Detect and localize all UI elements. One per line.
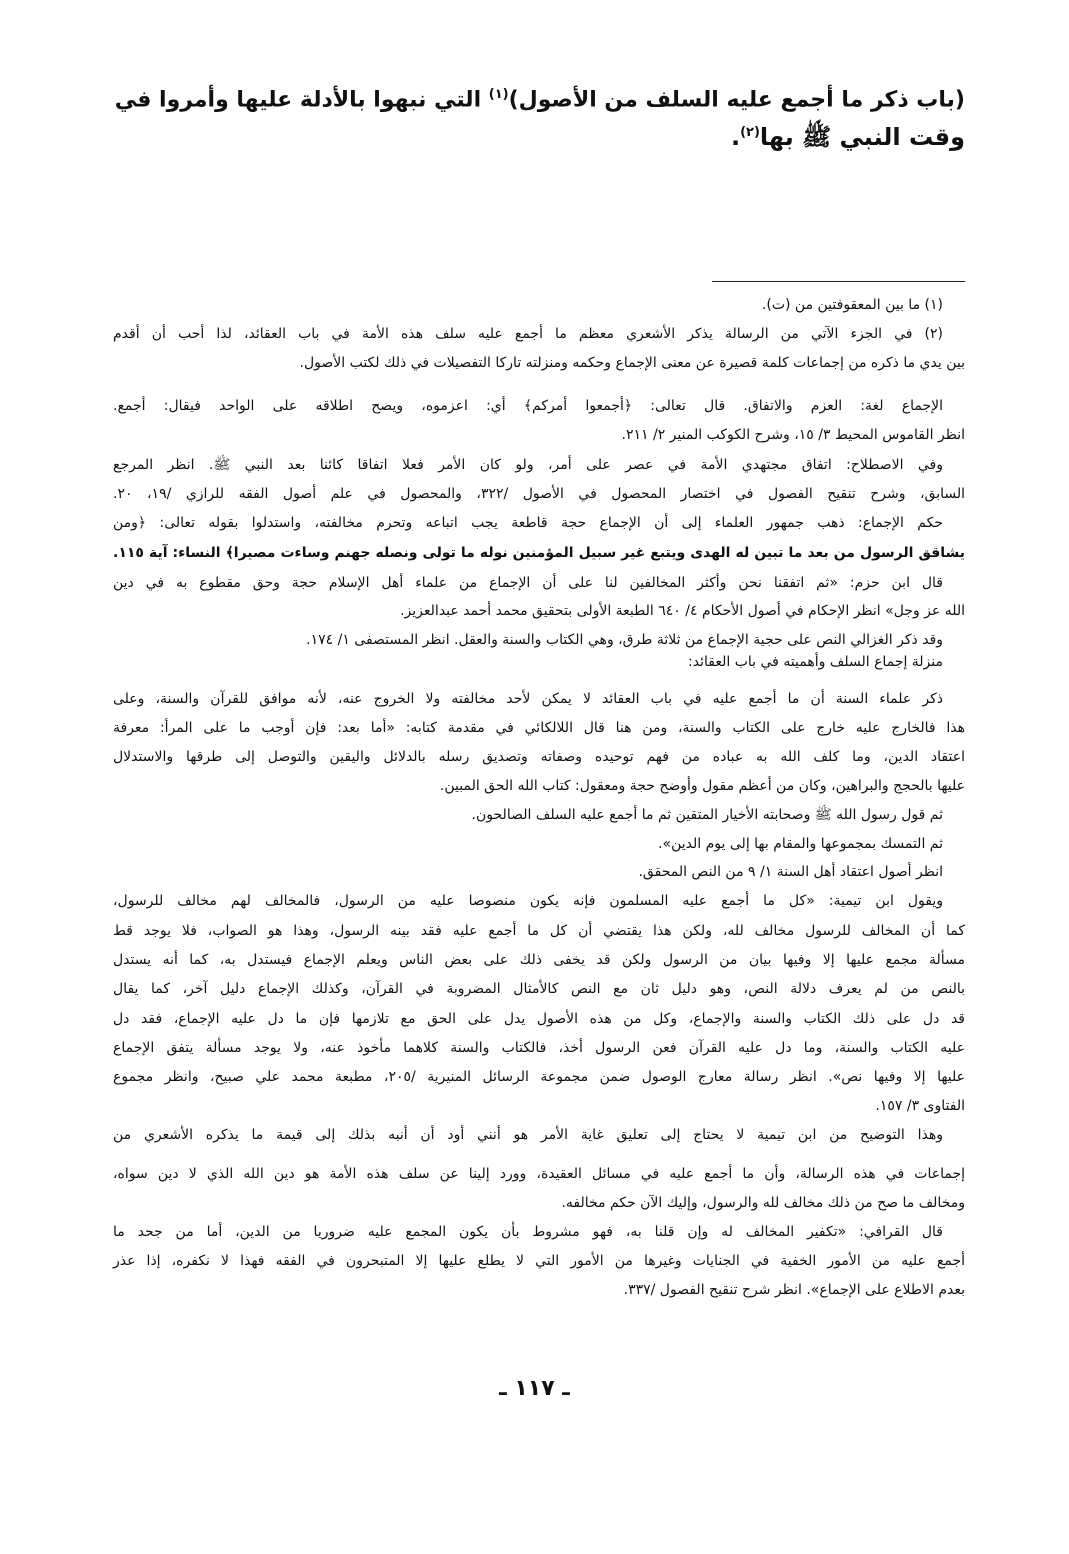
- heading-text: (باب ذكر ما أجمع عليه السلف من الأصول): [508, 87, 965, 113]
- footnote-line: عليها بالحجج والبراهين، وكان من أعظم مقول وأوضح حجة ومعقول: كتاب الله الحق المبين.: [439, 778, 965, 794]
- footnote-ref-2[interactable]: (٢): [740, 125, 760, 140]
- footnote-line: قد دل على ذلك الكتاب والسنة والإجماع، وكل من هذه الأصول يدل على الحق مع تلازمها فإن ما دل عليه الإجماع، فقد دل: [113, 1011, 965, 1027]
- page-number: ـ ١١٧ ـ: [499, 1376, 570, 1401]
- footnote-line: ثم قول رسول الله ﷺ وصحابته الأخيار المتقين ثم ما أجمع عليه السلف الصالحون.: [471, 807, 943, 823]
- footnote-line: انظر أصول اعتقاد أهل السنة ١/ ٩ من النص المحقق.: [638, 864, 943, 880]
- footnote-line: عليه الكتاب والسنة، وما دل عليه القرآن فعن الرسول أخذ، فالكتاب والسنة كلاهما مأخوذ عنه، ولا يوجد مسألة يتفق الإجماع: [113, 1040, 965, 1056]
- footnote-line: ومخالف ما صح من ذلك مخالف لله والرسول، وإليك الآن حكم مخالفه.: [561, 1195, 965, 1211]
- footnote-line: أجمع عليه من الأمور الخفية في الجنايات وغيرها من الأمور التي لا يطلع عليها إلا المتبحرون في الفقه فهذا لا نكفره، إذا عذر: [113, 1253, 965, 1269]
- footnote-line: ذكر علماء السنة أن ما أجمع عليه في باب العقائد لا يمكن لأحد مخالفته ولا الخروج عنه، لأنه موافق للقرآن والسنة، وعلى: [113, 691, 943, 707]
- chapter-heading-line-2: [115, 115, 965, 155]
- footnote-line: حكم الإجماع: ذهب جمهور العلماء إلى أن الإجماع حجة قاطعة يجب اتباعه وتحرم مخالفته، واستدلوا بقوله تعالى: ﴿ومن: [113, 515, 943, 531]
- footnote-line: مسألة مجمع عليها إلا وفيها بيان من الرسول ولكن قد يخفى ذلك على بعض الناس ويعلم الإجماع فيستدل به، كما أنه يستدل: [113, 952, 965, 968]
- footnote-line: ثم التمسك بمجموعها والمقام بها إلى يوم الدين».: [658, 836, 943, 852]
- footnote-line: الفتاوى ٣/ ١٥٧.: [875, 1098, 965, 1114]
- footnote-line: وهذا التوضيح من ابن تيمية لا يحتاج إلى تعليق غاية الأمر هو أنني أود أن أنبه بذلك إلى قيمة ما يذكره الأشعري من: [113, 1127, 943, 1143]
- heading-text-rest: التي نبهوا بالأدلة عليها وأمروا في: [114, 87, 482, 113]
- footnote-line: السابق، وشرح تنقيح الفصول في اختصار المحصول في الأصول /٣٢٢، والمحصول في علم أصول الفقه للرازي /١٩، ٢٠.: [113, 486, 966, 502]
- footnote-line: هذا فالخارج عليه خارج على الكتاب والسنة، ومن هنا قال اللالكائي في مقدمة كتابه: «أما بعد: فإن أوجب ما على المرأ: معرفة: [113, 720, 965, 736]
- footnote-line: (١) ما بين المعقوفتين من (ت).: [761, 297, 943, 313]
- footnote-line: وفي الاصطلاح: اتفاق مجتهدي الأمة في عصر على أمر، ولو كان الأمر فعلا اتفاقا كائنا بعد النبي ﷺ. انظر المرجع: [113, 457, 943, 473]
- footnote-line: الإجماع لغة: العزم والاتفاق. قال تعالى: ﴿أجمعوا أمركم﴾ أي: اعزموه، ويصح اطلاقه على الواحد فيقال: أجمع.: [113, 398, 943, 414]
- footnote-separator: [712, 281, 965, 282]
- footnote-line: الله عز وجل» انظر الإحكام في أصول الأحكام ٤/ ٦٤٠ الطبعة الأولى بتحقيق محمد أحمد عبدالعزيز.: [400, 603, 965, 619]
- footnote-line: انظر القاموس المحيط ٣/ ١٥، وشرح الكوكب المنير ٢/ ٢١١.: [621, 427, 965, 443]
- heading-text-2: وقت النبي ﷺ بها: [759, 123, 965, 151]
- footnote-line: منزلة إجماع السلف وأهميته في باب العقائد:: [688, 654, 943, 670]
- footnote-line: وقد ذكر الغزالي النص على حجية الإجماع من ثلاثة طرق، وهي الكتاب والسنة والعقل. انظر المستصفى ١/ ١٧٤.: [306, 632, 943, 648]
- footnote-line: عليها إلا وفيها نص». انظر رسالة معارج الوصول ضمن مجموعة الرسائل المنيرية /٢٠٥، مطبعة محمد علي صبيح، وانظر مجموع: [113, 1069, 966, 1085]
- footnote-line: قال القرافي: «تكفير المخالف له وإن قلنا به، فهو مشروط بأن يكون المجمع عليه ضروريا من الدين، أما من جحد ما: [113, 1224, 943, 1240]
- footnote-line: بعدم الاطلاع على الإجماع». انظر شرح تنقيح الفصول /٣٣٧.: [623, 1282, 965, 1298]
- chapter-heading-line-1: [115, 77, 965, 118]
- footnote-line: ويقول ابن تيمية: «كل ما أجمع عليه المسلمون فإنه يكون منصوصا عليه من الرسول، فالمخالف لهم مخالف للرسول،: [113, 893, 943, 909]
- footnote-line: إجماعات في هذه الرسالة، وأن ما أجمع عليه في مسائل العقيدة، وورد إلينا عن سلف هذه الأمة هو دين الله الذي لا دين سواه،: [113, 1166, 965, 1182]
- footnote-line: قال ابن حزم: «ثم اتفقنا نحن وأكثر المخالفين لنا على أن الإجماع من علماء أهل الإسلام حجة وحق مقطوع به في دين: [113, 575, 943, 591]
- footnote-line: كما أن المخالف للرسول مخالف لله، ولكن هذا يقتضي أن كل ما أجمع عليه فقد بينه الرسول، وهذا هو الصواب، فلا يوجد قط: [113, 923, 965, 939]
- footnote-ref-1[interactable]: (١): [488, 87, 509, 102]
- footnote-line: اعتقاد الدين، وما كلف الله به عباده من فهم توحيده وصفاته وتصديق رسله بالدلائل واليقين والتوصل إلى طرقها والاستدلال: [113, 749, 965, 765]
- footnote-line: يشاقق الرسول من بعد ما تبين له الهدى ويتبع غير سبيل المؤمنين نوله ما تولى ونصله جهنم وساءت مصيرا﴾ النساء: آية ١١٥.: [113, 545, 965, 561]
- footnote-line: بالنص من لم يعرف دلالة النص، وهو دليل ثان مع النص كالأمثال المضروبة في القرآن، وكذلك الإجماع دليل آخر، كما يقال: [113, 981, 965, 997]
- footnote-line: بين يدي ما ذكره من إجماعات كلمة قصيرة عن معنى الإجماع وحكمه ومنزلته تاركا التفصيلات في ذلك لكتب الأصول.: [299, 355, 965, 371]
- footnote-line: (٢) في الجزء الآتي من الرسالة يذكر الأشعري معظم ما أجمع عليه سلف هذه الأمة في باب العقائد، لذا أحب أن أقدم: [113, 326, 943, 342]
- heading-period: .: [730, 123, 741, 151]
